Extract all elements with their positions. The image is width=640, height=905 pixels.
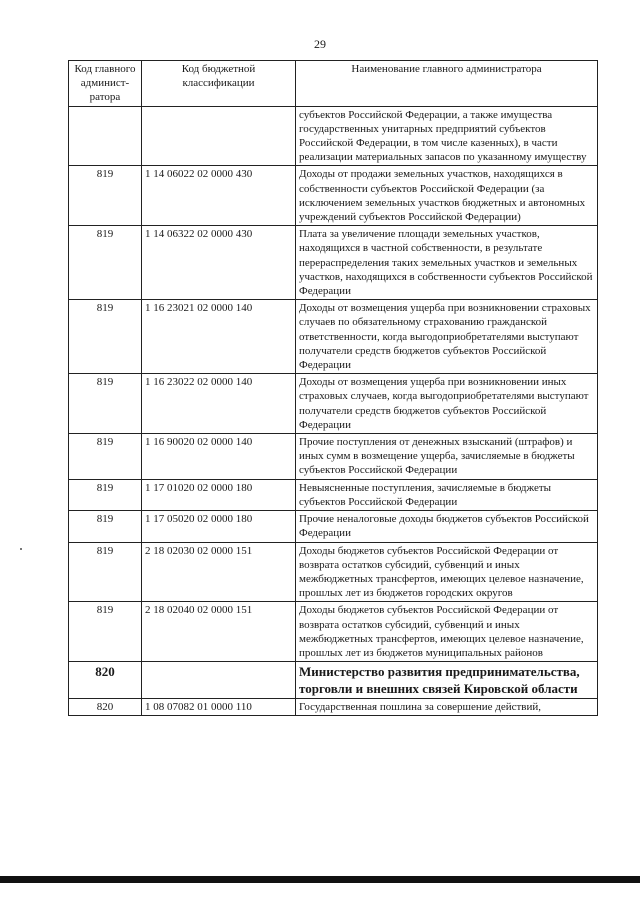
table-row — [69, 511, 598, 542]
scan-bottom-border — [0, 876, 640, 883]
admin-code-cell: 820 — [69, 699, 142, 716]
admin-name-cell: Доходы от возмещения ущерба при возникновении иных страховых случаев, когда выгодоприобретателями выступают получатели средств бюджетов субъектов Российской Федерации — [296, 374, 598, 434]
header-admin-name: Наименование главного администратора — [296, 61, 598, 107]
admin-code-cell: 819 — [69, 511, 142, 542]
admin-name-cell: Государственная пошлина за совершение действий, — [296, 699, 598, 716]
budget-code-cell: 1 14 06022 02 0000 430 — [142, 166, 296, 226]
admin-name-cell: Прочие неналоговые доходы бюджетов субъектов Российской Федерации — [296, 511, 598, 542]
admin-name-cell: Доходы бюджетов субъектов Российской Федерации от возврата остатков субсидий, субвенций и иных межбюджетных трансфертов, имеющих целевое назначение, прошлых лет из бюджетов муниципальных районов — [296, 602, 598, 662]
admin-code-cell: 819 — [69, 602, 142, 662]
table-row — [69, 300, 598, 374]
admin-code-cell: 819 — [69, 374, 142, 434]
admin-code-cell: 819 — [69, 434, 142, 480]
table-row — [69, 106, 598, 166]
admin-code-cell: 819 — [69, 226, 142, 300]
budget-code-cell: 2 18 02030 02 0000 151 — [142, 542, 296, 602]
admin-name-cell: Доходы бюджетов субъектов Российской Федерации от возврата остатков субсидий, субвенций и иных межбюджетных трансфертов, имеющих целевое назначение, прошлых лет из бюджетов городских округов — [296, 542, 598, 602]
budget-code-cell: 1 08 07082 01 0000 110 — [142, 699, 296, 716]
admin-code-cell: 820 — [69, 662, 142, 699]
admin-name-cell: Министерство развития предпринимательства, торговли и внешних связей Кировской области — [296, 662, 598, 699]
table-row — [69, 374, 598, 434]
admin-name-cell: Плата за увеличение площади земельных участков, находящихся в частной собственности, в результате перераспределения таких земельных участков и земельных участков, находящихся в собственности субъектов Российской Федерации — [296, 226, 598, 300]
table-row — [69, 662, 598, 699]
admin-code-cell — [69, 106, 142, 166]
admin-code-cell: 819 — [69, 166, 142, 226]
admin-name-cell: Невыясненные поступления, зачисляемые в бюджеты субъектов Российской Федерации — [296, 479, 598, 510]
page-number: 29 — [314, 37, 326, 51]
table-row — [69, 542, 598, 602]
margin-mark — [20, 548, 22, 550]
budget-classification-table — [68, 60, 598, 716]
budget-code-cell: 1 16 90020 02 0000 140 — [142, 434, 296, 480]
admin-name-cell: субъектов Российской Федерации, а также имущества государственных унитарных предприятий субъектов Российской Федерации, в том числе казенных), в части реализации материальных запасов по указанному имуществу — [296, 106, 598, 166]
admin-code-cell: 819 — [69, 479, 142, 510]
budget-code-cell: 1 14 06322 02 0000 430 — [142, 226, 296, 300]
budget-code-cell: 1 16 23022 02 0000 140 — [142, 374, 296, 434]
budget-code-cell: 1 17 01020 02 0000 180 — [142, 479, 296, 510]
admin-code-cell: 819 — [69, 300, 142, 374]
admin-name-cell: Прочие поступления от денежных взысканий (штрафов) и иных сумм в возмещение ущерба, зачисляемые в бюджеты субъектов Российской Федерации — [296, 434, 598, 480]
admin-code-cell: 819 — [69, 542, 142, 602]
budget-code-cell: 1 17 05020 02 0000 180 — [142, 511, 296, 542]
table-row — [69, 226, 598, 300]
admin-name-cell: Доходы от продажи земельных участков, находящихся в собственности субъектов Российской Федерации (за исключением земельных участков бюджетных и автономных учреждений субъектов Российской Федерации) — [296, 166, 598, 226]
table-row — [69, 434, 598, 480]
budget-code-cell — [142, 662, 296, 699]
admin-name-cell: Доходы от возмещения ущерба при возникновении страховых случаев по обязательному страхованию гражданской ответственности, когда выгодоприобретателями выступают получатели средств бюджетов субъектов Российской Федерации — [296, 300, 598, 374]
table-row — [69, 479, 598, 510]
header-admin-code: Код главного админист-ратора — [69, 61, 142, 107]
table-row — [69, 602, 598, 662]
table-header-row — [69, 61, 598, 107]
table-row — [69, 166, 598, 226]
header-budget-code: Код бюджетной классификации — [142, 61, 296, 107]
budget-code-cell: 2 18 02040 02 0000 151 — [142, 602, 296, 662]
budget-code-cell: 1 16 23021 02 0000 140 — [142, 300, 296, 374]
budget-code-cell — [142, 106, 296, 166]
table-row — [69, 699, 598, 716]
